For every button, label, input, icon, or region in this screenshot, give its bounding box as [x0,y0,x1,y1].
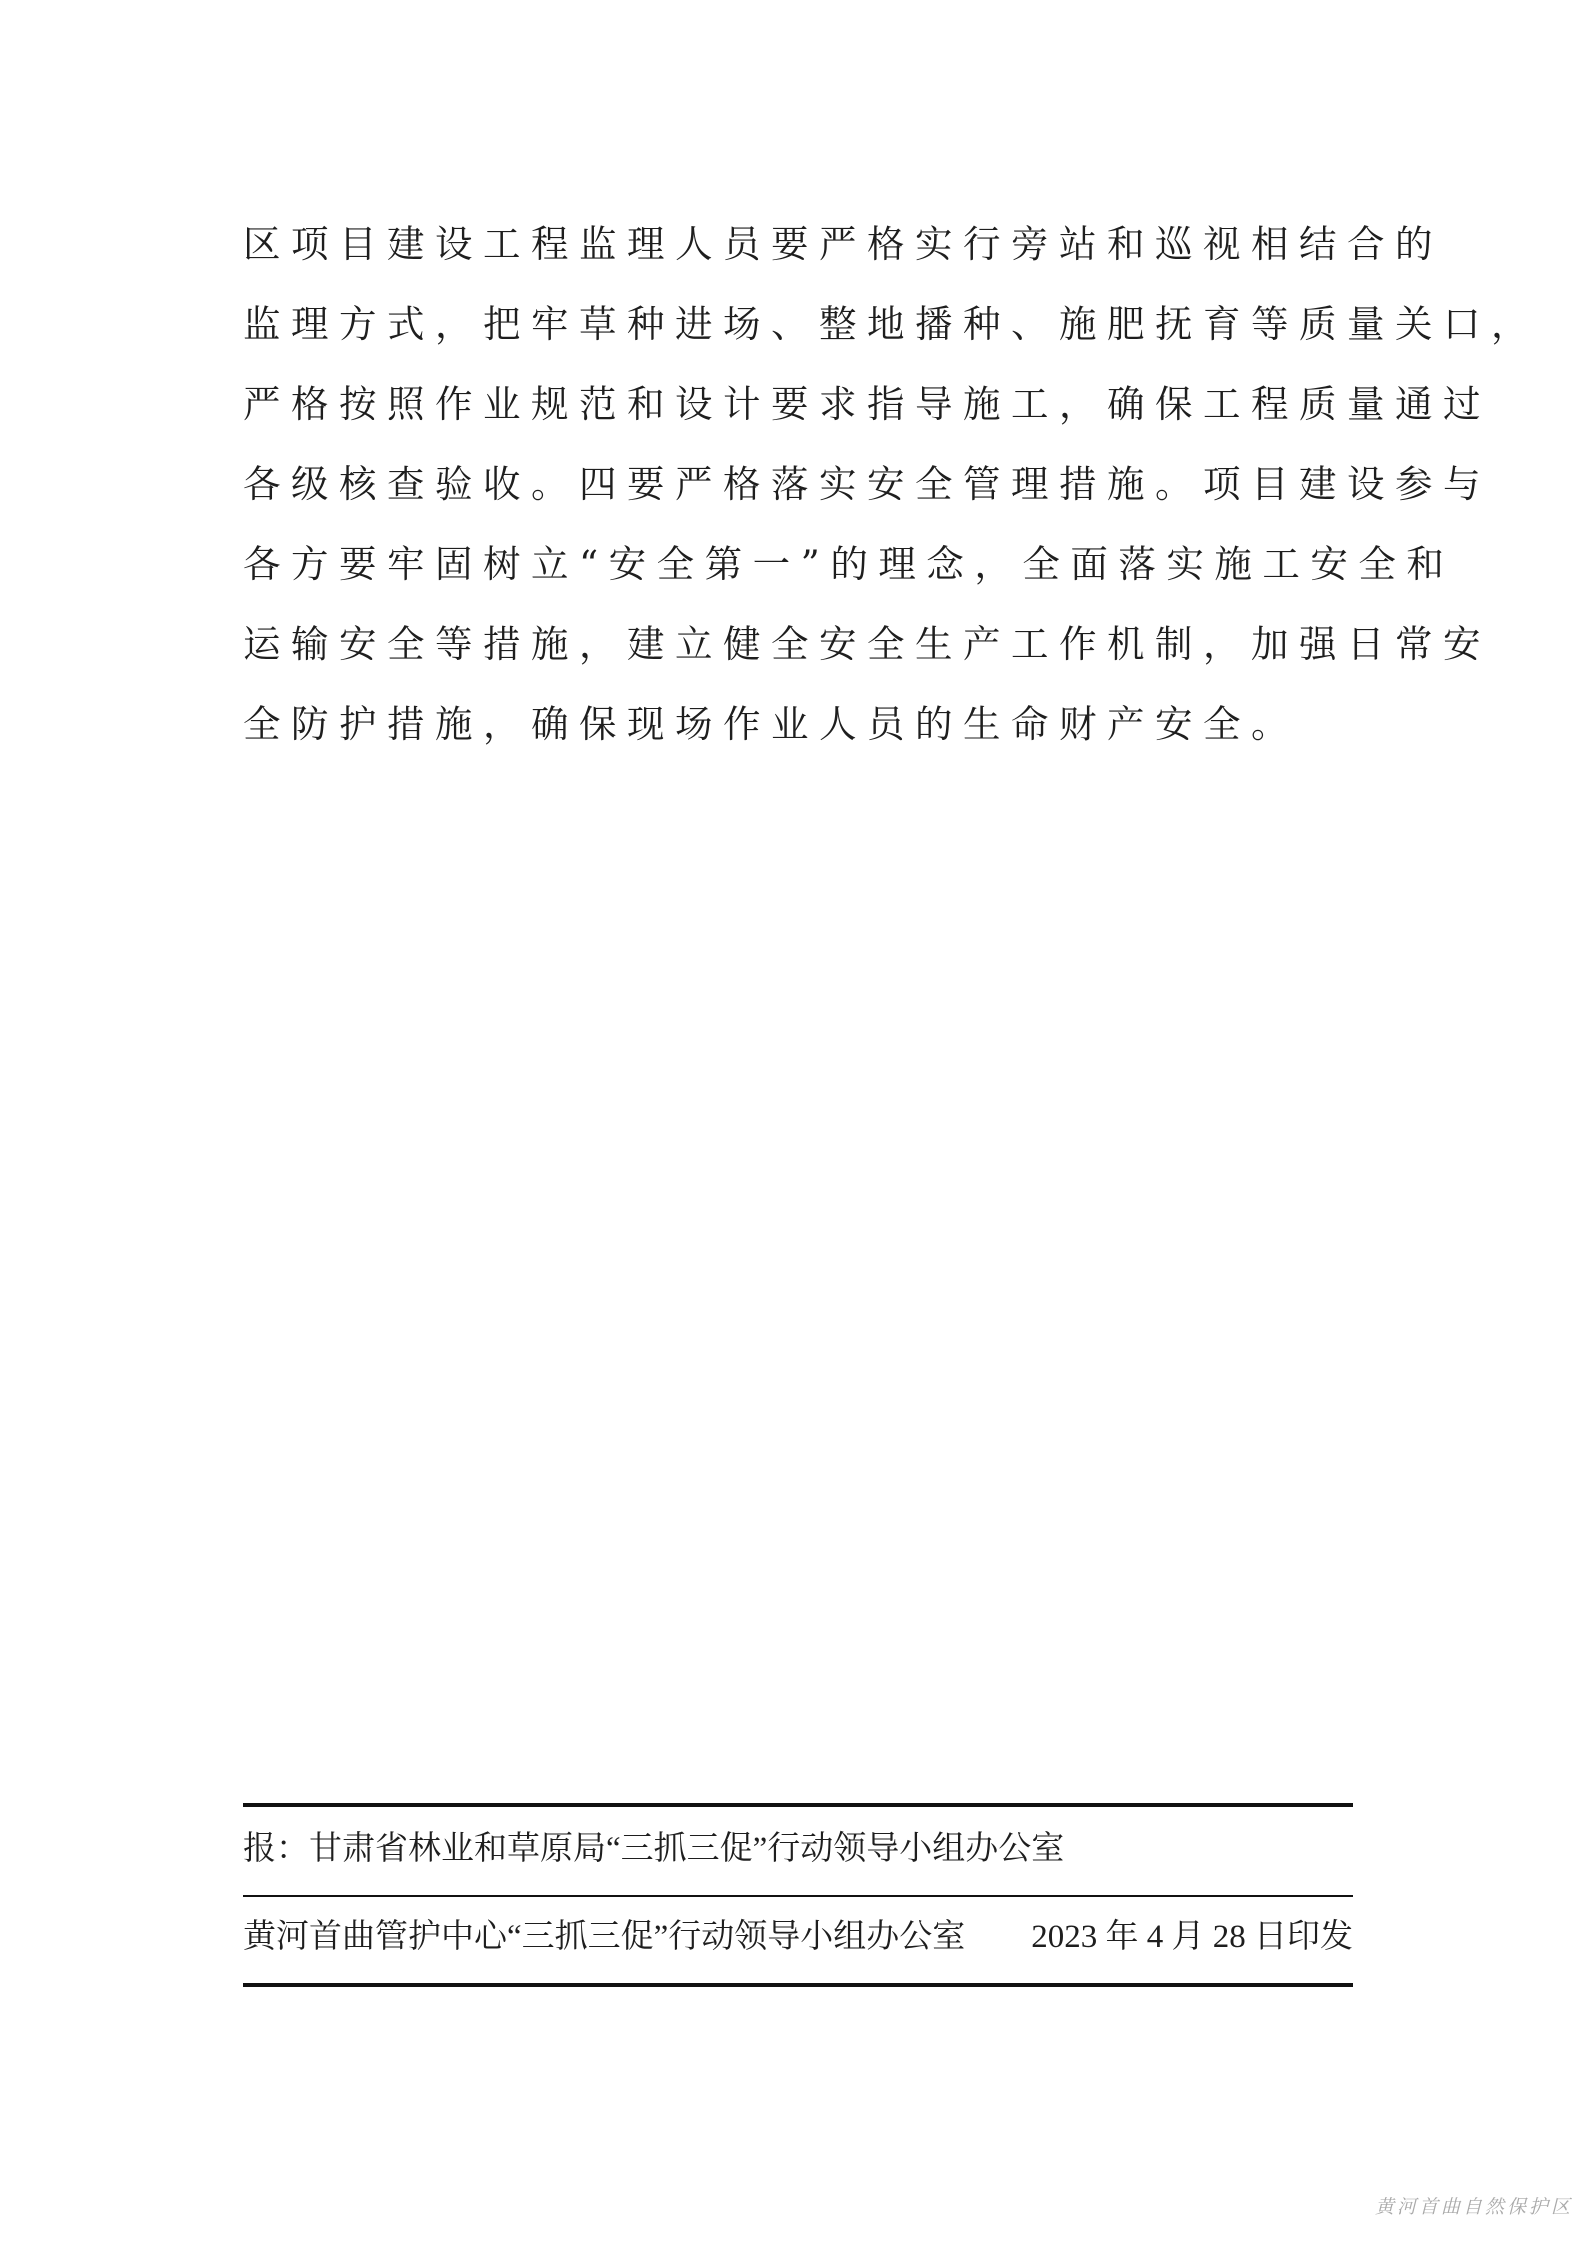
footer-bottom-rule [243,1983,1353,1987]
footer-middle-rule [243,1895,1353,1897]
body-line-4: 各级核查验收。四要严格落实安全管理措施。项目建设参与 [243,462,1491,506]
body-line-3: 严格按照作业规范和设计要求指导施工，确保工程质量通过 [243,382,1491,426]
footer-top-rule [243,1803,1353,1807]
body-paragraph [243,204,1539,764]
body-line-7: 全防护措施，确保现场作业人员的生命财产安全。 [243,702,1299,746]
body-line-6: 运输安全等措施，建立健全安全生产工作机制，加强日常安 [243,622,1491,666]
issue-date: 2023 年 4 月 28 日印发 [1031,1919,1353,1955]
report-to-line: 报：甘肃省林业和草原局“三抓三促”行动领导小组办公室 [243,1831,1065,1867]
body-line-2: 监理方式，把牢草种进场、整地播种、施肥抚育等质量关口， [243,302,1539,346]
watermark-text: 黄河首曲自然保护区 [1374,2196,1573,2218]
body-line-5: 各方要牢固树立“安全第一”的理念，全面落实施工安全和 [243,542,1455,586]
issuer-name: 黄河首曲管护中心“三抓三促”行动领导小组办公室 [243,1919,966,1955]
issuer-line [243,1915,1353,1959]
body-line-1: 区项目建设工程监理人员要严格实行旁站和巡视相结合的 [243,222,1443,266]
